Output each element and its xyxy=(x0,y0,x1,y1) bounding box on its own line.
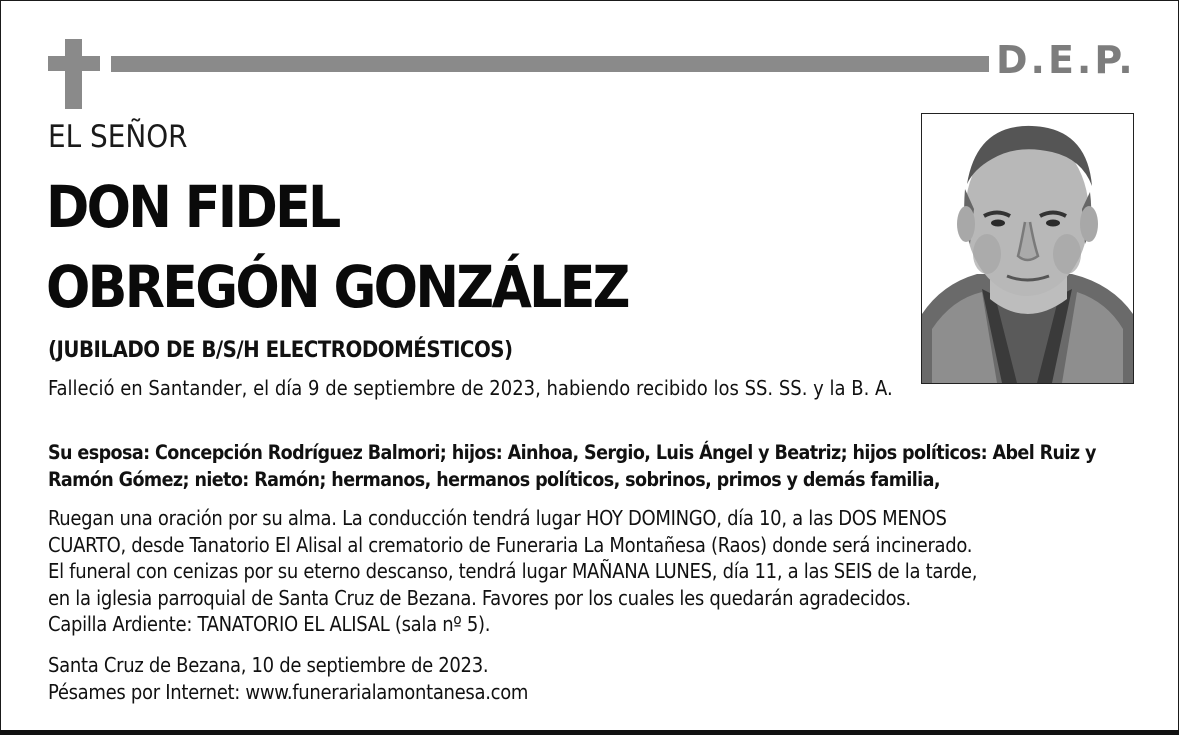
honorific: EL SEÑOR xyxy=(48,119,188,155)
death-notice: Falleció en Santander, el día 9 de septiembre de 2023, habiendo recibido los SS. SS. y la B. A. xyxy=(48,376,893,400)
closing xyxy=(48,652,748,706)
service-line: Ruegan una oración por su alma. La conducción tendrá lugar HOY DOMINGO, día 10, a las DOS MENOS xyxy=(48,506,947,530)
place-date: Santa Cruz de Bezana, 10 de septiembre de 2023. xyxy=(48,653,489,677)
service-details xyxy=(48,505,1148,638)
header-rule xyxy=(111,56,989,72)
deceased-name xyxy=(46,167,628,327)
cross-icon xyxy=(48,39,100,109)
dep-label: D.E.P. xyxy=(996,38,1136,82)
name-line-1: DON FIDEL xyxy=(46,173,339,241)
family-list: Su esposa: Concepción Rodríguez Balmori; hijos: Ainhoa, Sergio, Luis Ángel y Beatriz; hijos políticos: Abel Ruiz y Ramón Gómez; nieto: Ramón; hermanos, hermanos políticos, sobrinos, primos y demás familia, xyxy=(48,441,1096,491)
service-line: en la iglesia parroquial de Santa Cruz de Bezana. Favores por los cuales les quedarán agradecidos. xyxy=(48,585,911,610)
service-line: El funeral con cenizas por su eterno descanso, tendrá lugar MAÑANA LUNES, día 11, a las SEIS de la tarde, xyxy=(48,559,978,583)
condolences-link: Pésames por Internet: www.funerarialamontanesa.com xyxy=(48,680,529,704)
service-line: Capilla Ardiente: TANATORIO EL ALISAL (sala nº 5). xyxy=(48,612,491,636)
name-line-2: OBREGÓN GONZÁLEZ xyxy=(46,253,628,321)
profession: (JUBILADO DE B/S/H ELECTRODOMÉSTICOS) xyxy=(48,338,513,363)
portrait-photo xyxy=(921,113,1134,384)
service-line: CUARTO, desde Tanatorio El Alisal al crematorio de Funeraria La Montañesa (Raos) donde será incinerado. xyxy=(48,532,973,557)
